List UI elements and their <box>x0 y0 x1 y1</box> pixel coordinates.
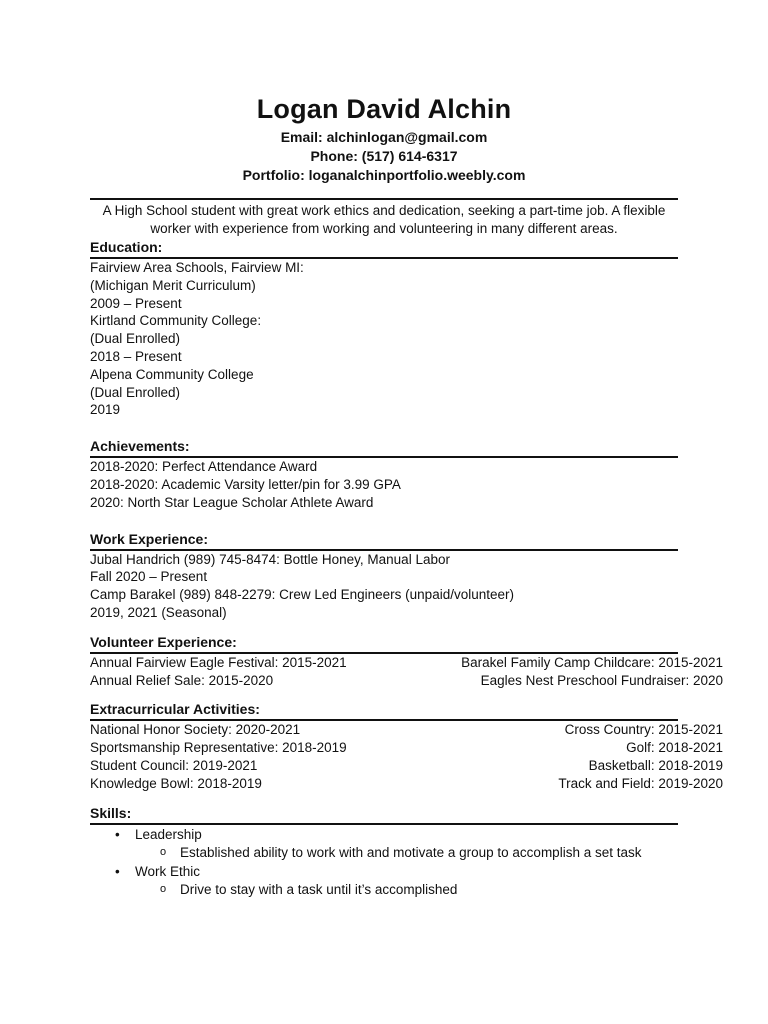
skills-heading: Skills: <box>90 803 678 825</box>
summary <box>90 198 678 237</box>
email-line: Email: alchinlogan@gmail.com <box>280 129 488 145</box>
skills-list <box>90 825 678 900</box>
volunteer-heading: Volunteer Experience: <box>90 632 678 654</box>
skill-detail <box>90 844 678 863</box>
activity-right: Track and Field: 2019-2020 <box>558 775 723 791</box>
activity-right: Golf: 2018-2021 <box>626 740 723 756</box>
activity-right: Cross Country: 2015-2021 <box>564 722 723 738</box>
education-section <box>90 237 678 419</box>
work-line: Camp Barakel (989) 848-2279: Crew Led Engineers (unpaid/volunteer) <box>90 587 514 603</box>
skill-detail-text: Established ability to work with and motivate a group to accomplish a set task <box>180 845 642 861</box>
achievements-heading: Achievements: <box>90 436 678 458</box>
education-heading: Education: <box>90 237 678 259</box>
education-line: Kirtland Community College: <box>90 313 262 329</box>
phone-line: Phone: (517) 614-6317 <box>310 148 458 164</box>
work-heading: Work Experience: <box>90 529 678 551</box>
education-line: 2009 – Present <box>90 295 182 311</box>
summary-line: worker with experience from working and volunteering in many different areas. <box>150 220 618 236</box>
achievement-line: 2020: North Star League Scholar Athlete Award <box>90 494 374 510</box>
activity-left: National Honor Society: 2020-2021 <box>90 722 301 738</box>
volunteer-row <box>90 672 723 690</box>
activity-left: Sportsmanship Representative: 2018-2019 <box>90 740 347 756</box>
volunteer-right: Eagles Nest Preschool Fundraiser: 2020 <box>480 672 723 688</box>
resume-name: Logan David Alchin <box>256 94 512 124</box>
education-line: 2018 – Present <box>90 348 182 364</box>
skill-item <box>90 826 678 845</box>
activity-left: Student Council: 2019-2021 <box>90 757 258 773</box>
activity-right: Basketball: 2018-2019 <box>588 757 723 773</box>
skill-label: Leadership <box>135 826 202 842</box>
sub-bullet-icon: o <box>160 846 167 859</box>
education-line: 2019 <box>90 402 121 418</box>
portfolio-line: Portfolio: loganalchinportfolio.weebly.com <box>242 167 526 183</box>
education-line: Fairview Area Schools, Fairview MI: <box>90 260 304 275</box>
skill-item <box>90 863 678 882</box>
work-line: Jubal Handrich (989) 745-8474: Bottle Honey, Manual Labor <box>90 551 450 567</box>
education-line: (Dual Enrolled) <box>90 331 181 347</box>
education-line: (Michigan Merit Curriculum) <box>90 277 256 293</box>
activity-left: Knowledge Bowl: 2018-2019 <box>90 775 262 791</box>
volunteer-row <box>90 654 723 672</box>
volunteer-left: Annual Relief Sale: 2015-2020 <box>90 672 274 688</box>
activity-row <box>90 739 723 757</box>
achievement-line: 2018-2020: Academic Varsity letter/pin for 3.99 GPA <box>90 476 401 492</box>
bullet-icon: • <box>115 863 120 879</box>
volunteer-left: Annual Fairview Eagle Festival: 2015-2021 <box>90 654 347 670</box>
skills-section <box>90 803 678 900</box>
skill-detail-text: Drive to stay with a task until it’s accomplished <box>180 882 458 898</box>
education-line: (Dual Enrolled) <box>90 384 181 400</box>
activity-row <box>90 757 723 775</box>
skill-detail <box>90 881 678 900</box>
sub-bullet-icon: o <box>160 883 167 896</box>
volunteer-right: Barakel Family Camp Childcare: 2015-2021 <box>461 654 723 670</box>
achievements-section <box>90 436 678 511</box>
skill-label: Work Ethic <box>135 863 201 879</box>
resume-page <box>90 92 723 900</box>
extracurricular-section <box>90 699 723 792</box>
education-line: Alpena Community College <box>90 366 254 382</box>
extracurricular-heading: Extracurricular Activities: <box>90 699 678 721</box>
activity-row <box>90 721 723 739</box>
achievement-line: 2018-2020: Perfect Attendance Award <box>90 459 318 475</box>
work-line: 2019, 2021 (Seasonal) <box>90 604 227 620</box>
volunteer-section <box>90 632 723 690</box>
summary-line: A High School student with great work ethics and dedication, seeking a part-time job. A flexible <box>102 203 666 218</box>
bullet-icon: • <box>115 826 120 842</box>
work-line: Fall 2020 – Present <box>90 569 208 585</box>
activity-row <box>90 775 723 793</box>
work-section <box>90 529 678 622</box>
